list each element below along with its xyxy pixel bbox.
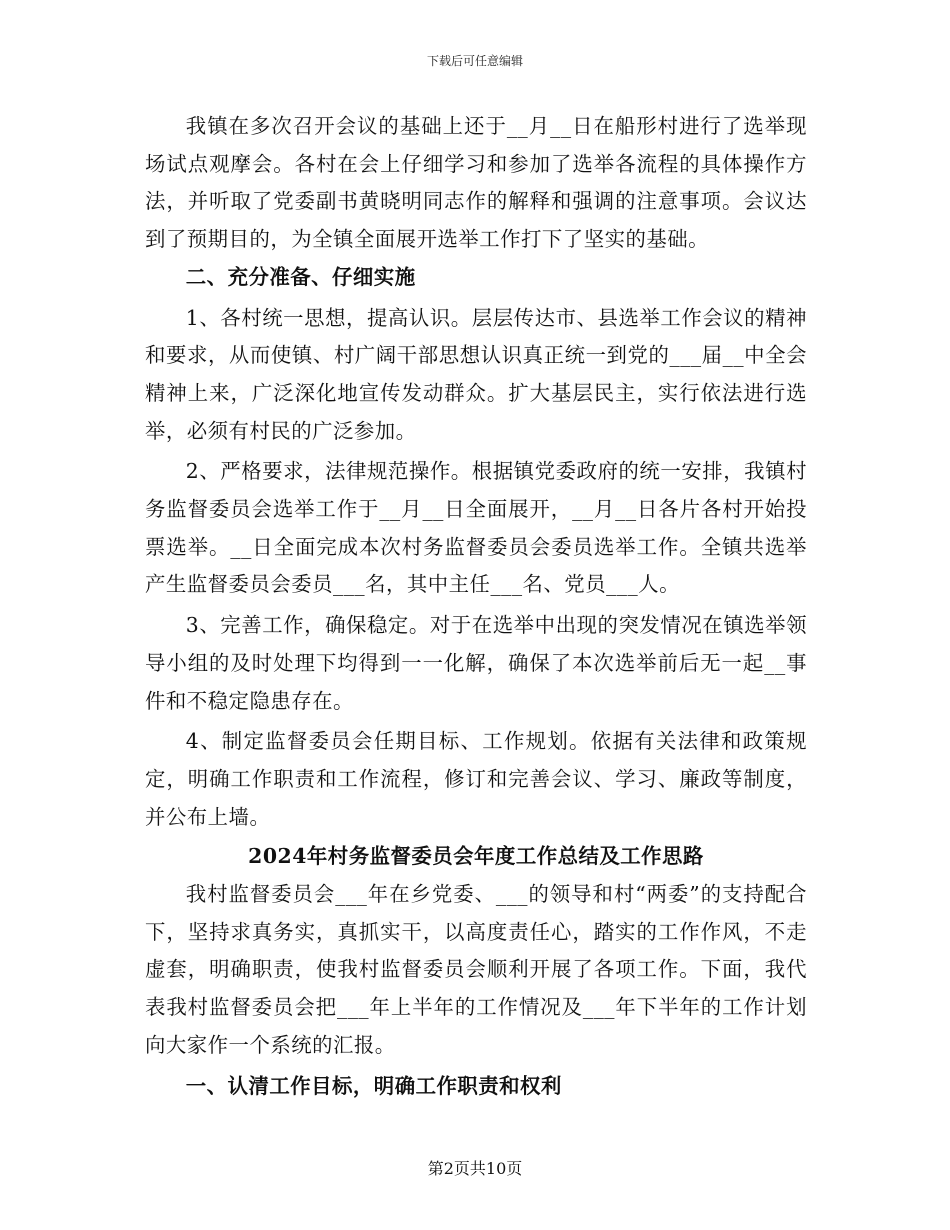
body-paragraph: 2、严格要求，法律规范操作。根据镇党委政府的统一安排，我镇村务监督委员会选举工作于__月__日全面展开，__月__日各片各村开始投票选举。__日全面完成本次村务监督委员会委员选举工作。全镇共选举产生监督委员会委员___名，其中主任___名、党员___人。 — [145, 459, 807, 597]
body-paragraph: 我村监督委员会___年在乡党委、___的领导和村“两委”的支持配合下，坚持求真务实，真抓实干，以高度责任心，踏实的工作作风，不走虚套，明确职责，使我村监督委员会顺利开展了各项工作。下面，我代表我村监督委员会把___年上半年的工作情况及___年下半年的工作计划向大家作一个系统的汇报。 — [145, 882, 807, 1057]
page-header: 下载后可任意编辑 — [426, 54, 523, 68]
section-heading: 一、认清工作目标，明确工作职责和权利 — [185, 1073, 562, 1098]
document-title: 2024年村务监督委员会年度工作总结及工作思路 — [248, 844, 704, 869]
body-paragraph: 3、完善工作，确保稳定。对于在选举中出现的突发情况在镇选举领导小组的及时处理下均得到一一化解，确保了本次选举前后无一起__事件和不稳定隐患存在。 — [145, 613, 807, 713]
body-paragraph: 4、制定监督委员会任期目标、工作规划。依据有关法律和政策规定，明确工作职责和工作流程，修订和完善会议、学习、廉政等制度，并公布上墙。 — [145, 729, 807, 829]
body-paragraph: 我镇在多次召开会议的基础上还于__月__日在船形村进行了选举现场试点观摩会。各村在会上仔细学习和参加了选举各流程的具体操作方法，并听取了党委副书黄晓明同志作的解释和强调的注意事项。会议达到了预期目的，为全镇全面展开选举工作打下了坚实的基础。 — [145, 114, 807, 252]
body-paragraph: 1、各村统一思想，提高认识。层层传达市、县选举工作会议的精神和要求，从而使镇、村广阔干部思想认识真正统一到党的___届__中全会精神上来，广泛深化地宣传发动群众。扩大基层民主，实行依法进行选举，必须有村民的广泛参加。 — [145, 305, 807, 443]
document-body — [145, 108, 807, 1105]
section-heading: 二、充分准备、仔细实施 — [185, 264, 416, 289]
page-number: 第2页共10页 — [427, 1159, 523, 1178]
